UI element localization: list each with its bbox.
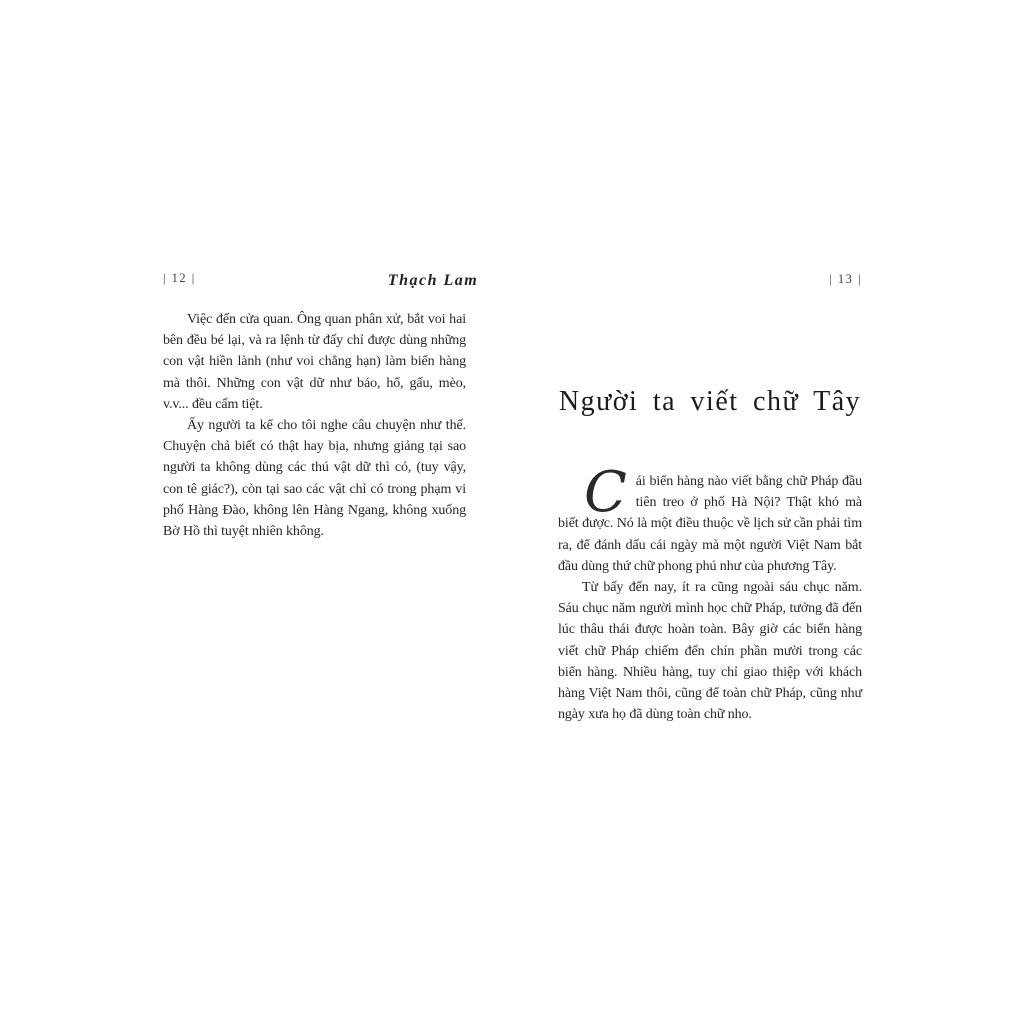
left-page-number: | 12 | xyxy=(163,271,196,285)
right-page-number: | 13 | xyxy=(829,272,862,286)
left-page-body xyxy=(163,309,466,542)
right-page-body xyxy=(558,460,862,725)
paragraph: Ấy người ta kể cho tôi nghe câu chuyện như thế. Chuyện chả biết có thật hay bịa, nhưng giảng tại sao người ta không dùng các thú vật dữ thì có, (tuy vậy, con tê giác?), còn tại sao các vật chỉ có trong phạm vi phố Hàng Đào, không lên Hàng Ngang, không xuống Bờ Hồ thì tuyệt nhiên không. xyxy=(163,418,466,540)
paragraph xyxy=(558,460,862,577)
chapter-title: Người ta viết chữ Tây xyxy=(558,386,862,417)
paragraph: Việc đến cửa quan. Ông quan phân xử, bắt voi hai bên đều bé lại, và ra lệnh từ đấy chỉ được dùng những con vật hiền lành (như voi chẳng hạn) làm biển hàng mà thôi. Những con vật dữ như báo, hổ, gấu, mèo, v.v... đều cấm tiệt. xyxy=(163,312,466,412)
running-header-author: Thạch Lam xyxy=(387,272,479,289)
paragraph: Từ bấy đến nay, ít ra cũng ngoài sáu chục năm. Sáu chục năm người mình học chữ Pháp, tưởng đã đến lúc thâu thái được hoàn toàn. Bây giờ các biển hàng viết chữ Pháp chiếm đến chín phần mười trong các biển hàng. Nhiều hàng, tuy chỉ giao thiệp với khách hàng Việt Nam thôi, cũng để toàn chữ Pháp, cũng như ngày xưa họ đã dùng toàn chữ nho. xyxy=(558,580,862,723)
right-page xyxy=(558,270,862,770)
left-page xyxy=(163,270,479,560)
drop-cap: C xyxy=(584,460,627,525)
paragraph-text: ái biển hàng nào viết bằng chữ Pháp đầu tiên treo ở phố Hà Nội? Thật khó mà biết được. Nó là một điều thuộc về lịch sử cần phải tìm ra, để đánh dấu cái ngày mà một người Việt Nam bắt đầu dùng thứ chữ phong phú như của phương Tây. xyxy=(558,474,862,574)
